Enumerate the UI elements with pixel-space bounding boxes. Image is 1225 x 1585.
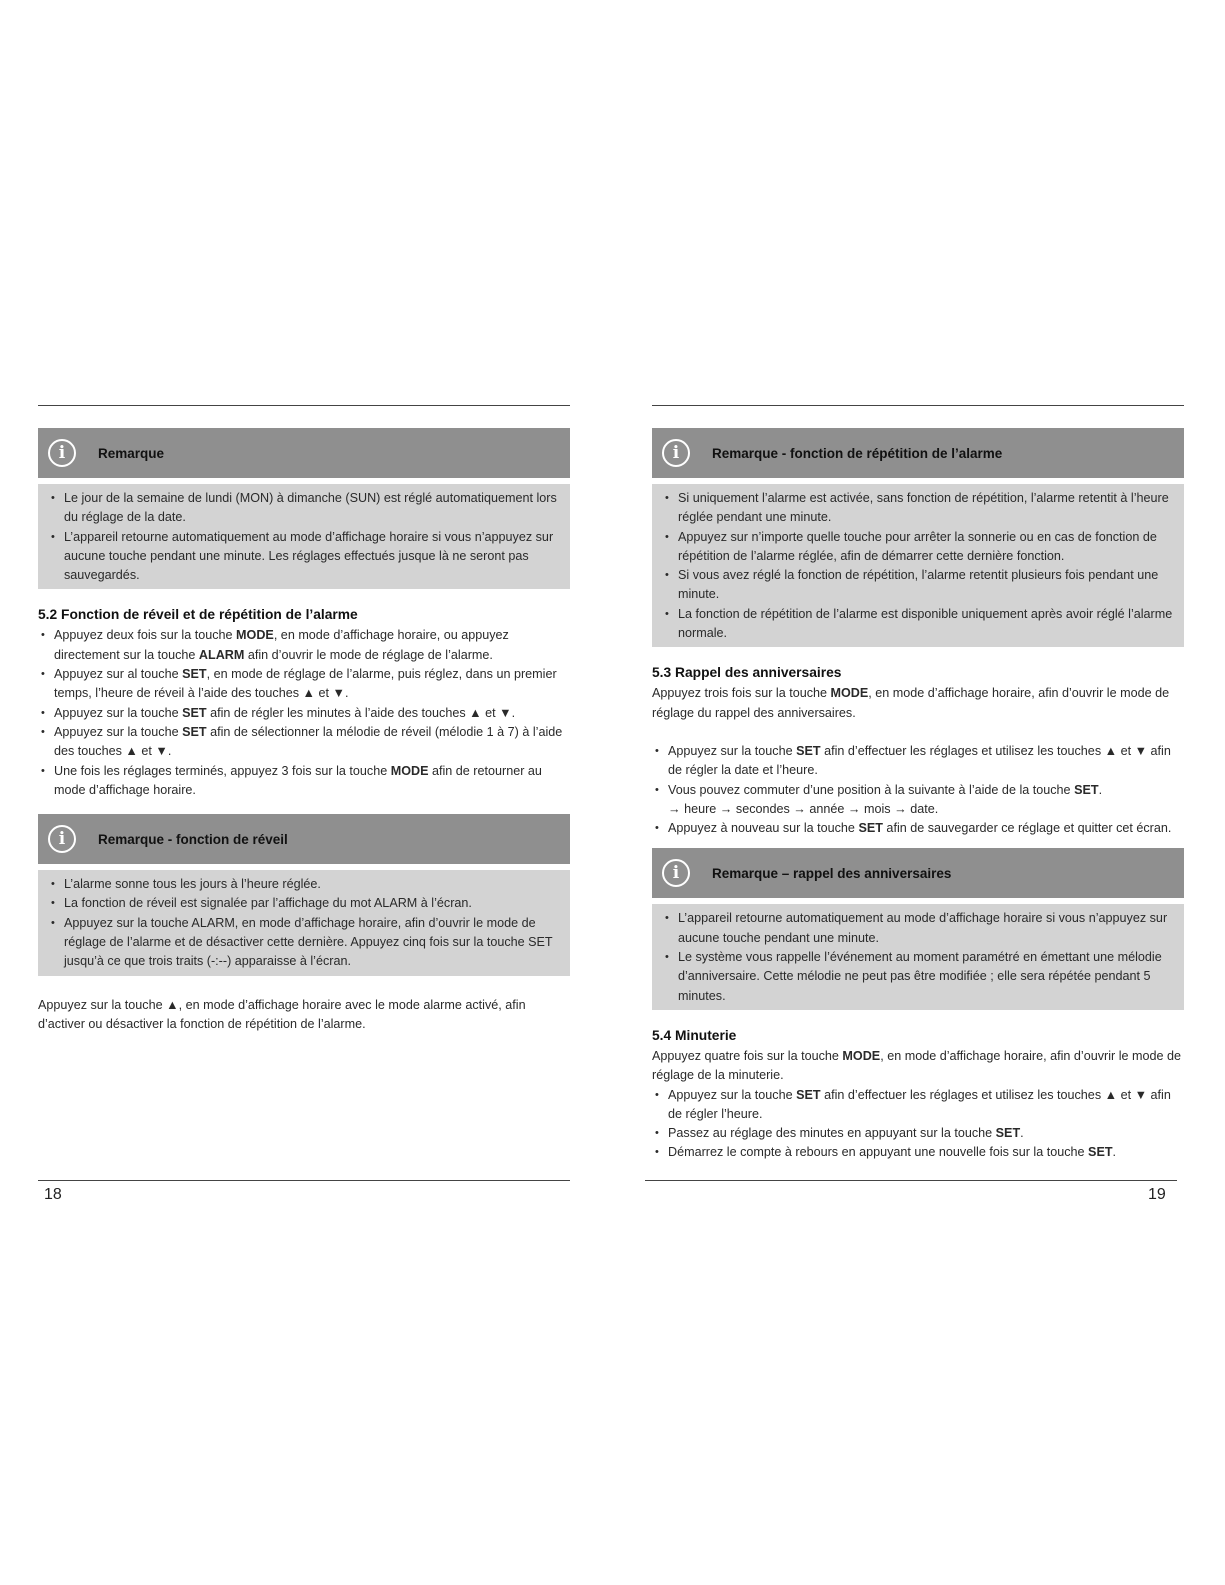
list-item: • Le système vous rappelle l’événement au moment paramétré en émettant une mélodie d’anniversaire. Cette mélodie ne peut pas être modifiée ; elle sera répétée pendant 5 minutes. [662,948,1174,1006]
list-item: • Appuyez deux fois sur la touche MODE, en mode d’affichage horaire, ou appuyez directement sur la touche ALARM afin d’ouvrir le mode de réglage de l’alarme. [38,626,570,665]
top-rule [38,405,570,406]
note-title: Remarque – rappel des anniversaires [712,865,952,881]
top-rule [652,405,1184,406]
list-item: • L’alarme sonne tous les jours à l’heure réglée. [48,875,560,894]
section-heading: 5.3 Rappel des anniversaires [652,665,842,681]
note-title: Remarque - fonction de répétition de l’alarme [712,445,1003,461]
list-item: • Si vous avez réglé la fonction de répétition, l’alarme retentit plusieurs fois pendant une minute. [662,566,1174,605]
list-item: • Appuyez sur n’importe quelle touche pour arrêter la sonnerie ou en cas de fonction de répétition de l’alarme réglée, afin de démarrer cette dernière fonction. [662,528,1174,567]
section-heading: 5.2 Fonction de réveil et de répétition de l’alarme [38,607,358,623]
list-item: • Passez au réglage des minutes en appuyant sur la touche SET. [652,1124,1184,1143]
right-page [652,405,1184,1163]
section-list [652,742,1184,838]
note-body [38,870,570,975]
section-intro: Appuyez trois fois sur la touche MODE, en mode d’affichage horaire, afin d’ouvrir le mode de réglage du rappel des anniversaires. [652,686,1170,720]
list-item: • Appuyez sur la touche SET afin de sélectionner la mélodie de réveil (mélodie 1 à 7) à l’aide des touches ▲ et ▼. [38,723,570,762]
section-intro: Appuyez quatre fois sur la touche MODE, en mode d’affichage horaire, afin d’ouvrir le mode de réglage de la minuterie. [652,1048,1182,1083]
list-item: • Appuyez sur al touche SET, en mode de réglage de l’alarme, puis réglez, dans un premier temps, l’heure de réveil à l’aide des touches ▲ et ▼. [38,665,570,704]
list-item: • Vous pouvez commuter d’une position à la suivante à l’aide de la touche SET. [652,781,1184,800]
list-item: • Une fois les réglages terminés, appuyez 3 fois sur la touche MODE afin de retourner au mode d’affichage horaire. [38,762,570,801]
note-header [652,848,1184,898]
list-item: • Appuyez sur la touche SET afin d’effectuer les réglages et utilisez les touches ▲ et ▼ afin de régler l’heure. [652,1086,1184,1125]
list-item: • L’appareil retourne automatiquement au mode d’affichage horaire si vous n’appuyez sur aucune touche pendant une minute. [662,909,1174,948]
section-list [652,1086,1184,1163]
note-header [38,814,570,864]
list-item: • Appuyez sur la touche SET afin d’effectuer les réglages et utilisez les touches ▲ et ▼ afin de régler la date et l’heure. [652,742,1184,781]
closing-paragraph: Appuyez sur la touche ▲, en mode d’affichage horaire avec le mode alarme activé, afin d’activer ou désactiver la fonction de répétition de l’alarme. [38,997,526,1031]
section-heading: 5.4 Minuterie [652,1027,737,1043]
list-item: • La fonction de réveil est signalée par l’affichage du mot ALARM à l’écran. [48,894,560,913]
left-page [38,405,570,1034]
bottom-rule [645,1180,1177,1181]
list-item: • L’appareil retourne automatiquement au mode d’affichage horaire si vous n’appuyez sur aucune touche pendant une minute. Les réglages effectués jusque là ne seront pas sauvegardés. [48,528,560,586]
note-title: Remarque [98,445,165,461]
bottom-rule [38,1180,570,1181]
info-icon: i [48,439,76,467]
sequence-line: → heure → secondes → année → mois → date. [668,801,939,816]
info-icon: i [48,825,76,853]
info-icon: i [662,859,690,887]
list-item: • La fonction de répétition de l’alarme est disponible uniquement après avoir réglé l’alarme normale. [662,605,1174,644]
note-body [38,484,570,589]
page-number: 19 [1148,1186,1166,1203]
note-body [652,904,1184,1009]
section-list [38,626,570,800]
note-header [38,428,570,478]
note-body [652,484,1184,647]
note-header [652,428,1184,478]
list-item: • Démarrez le compte à rebours en appuyant une nouvelle fois sur la touche SET. [652,1143,1184,1162]
page-number: 18 [44,1186,62,1203]
list-item: • Appuyez sur la touche SET afin de régler les minutes à l’aide des touches ▲ et ▼. [38,704,570,723]
list-item: • Appuyez à nouveau sur la touche SET afin de sauvegarder ce réglage et quitter cet écran. [652,819,1184,838]
list-item: • Le jour de la semaine de lundi (MON) à dimanche (SUN) est réglé automatiquement lors du réglage de la date. [48,489,560,528]
list-item: • Si uniquement l’alarme est activée, sans fonction de répétition, l’alarme retentit à l’heure réglée pendant une minute. [662,489,1174,528]
note-title: Remarque - fonction de réveil [98,831,288,847]
info-icon: i [662,439,690,467]
list-item: • Appuyez sur la touche ALARM, en mode d’affichage horaire, afin d’ouvrir le mode de réglage de l’alarme et de désactiver cette dernière. Appuyez cinq fois sur la touche SET jusqu’à ce que trois traits (-:--) apparaisse à l’écran. [48,914,560,972]
